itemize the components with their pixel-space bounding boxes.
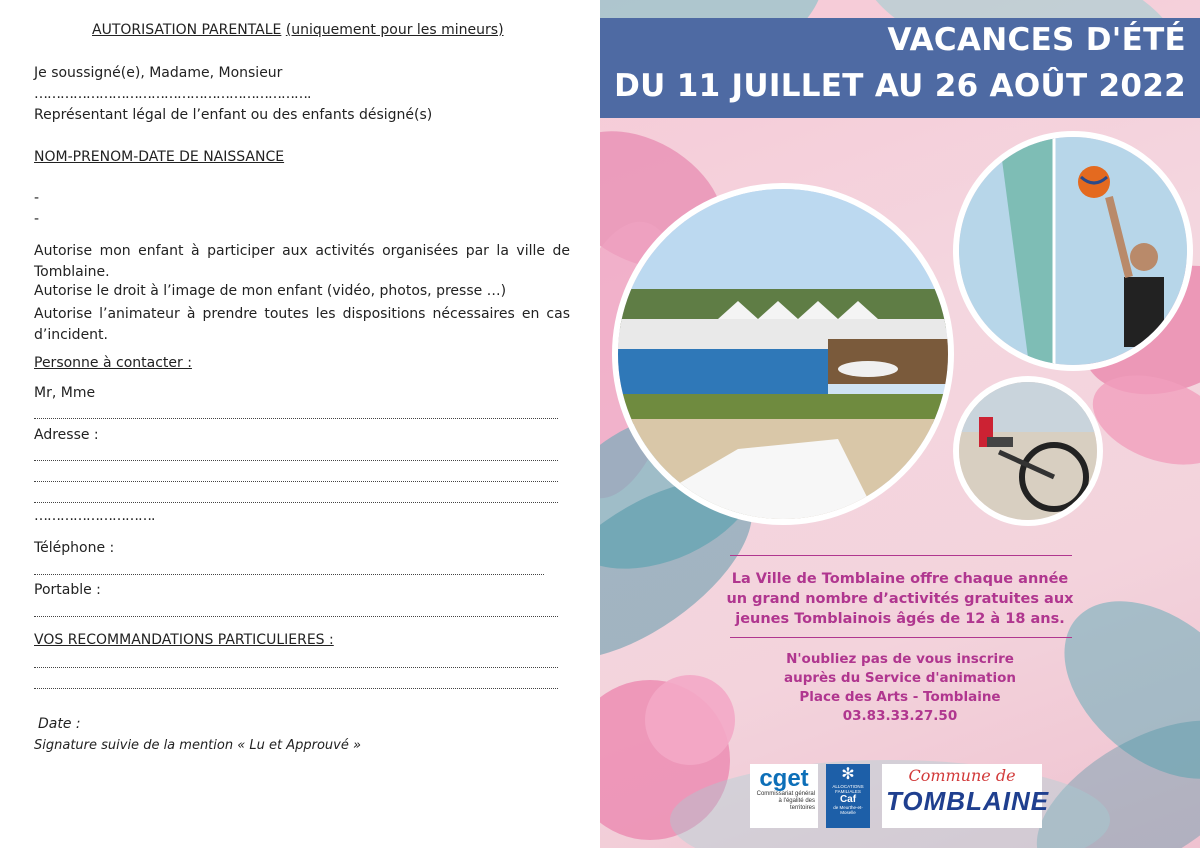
contact-name-line[interactable]	[34, 418, 558, 419]
reminder-phone: 03.83.33.27.50	[842, 708, 958, 724]
undersigned-dots: ……………………………………………………….	[34, 86, 311, 102]
reminder-line-3: Place des Arts - Tomblaine	[799, 689, 1001, 705]
address-line-4: ……………………….	[34, 508, 155, 524]
recommendations-line-1[interactable]	[34, 667, 558, 668]
commune-script: Commune de	[908, 766, 1016, 785]
bike-photo	[953, 376, 1103, 526]
caf-logo	[826, 764, 870, 828]
caf-subtitle: de Meurthe-et-Moselle	[833, 805, 863, 815]
recommendations-heading: VOS RECOMMANDATIONS PARTICULIERES :	[34, 632, 334, 648]
cget-logo	[750, 764, 818, 828]
form-title: AUTORISATION PARENTALE	[92, 22, 282, 38]
legal-representative-label: Représentant légal de l’enfant ou des enfants désigné(s)	[34, 107, 433, 123]
undersigned-label: Je soussigné(e), Madame, Monsieur	[34, 65, 283, 81]
address-label: Adresse :	[34, 427, 99, 443]
offer-line-2: un grand nombre d’activités gratuites aux	[726, 591, 1074, 607]
reminder-line-1: N'oubliez pas de vous inscrire	[786, 651, 1014, 667]
form-title-note: (uniquement pour les mineurs)	[285, 22, 504, 38]
offer-rule-bottom	[730, 637, 1072, 638]
pool-photo	[612, 183, 954, 525]
caf-name: Caf	[839, 794, 857, 805]
form-title-line	[92, 22, 504, 38]
cget-wordmark: cget	[759, 765, 809, 792]
date-label: Date :	[38, 716, 81, 732]
commune-name: TOMBLAINE	[886, 786, 1050, 816]
phone-label: Téléphone :	[34, 540, 115, 556]
flyer-title-line-1: VACANCES D'ÉTÉ	[887, 22, 1186, 58]
authorize-activities: Autorise mon enfant à participer aux activités organisées par la ville de Tomblaine.	[34, 243, 570, 280]
offer-line-3: jeunes Tomblainois âgés de 12 à 18 ans.	[735, 611, 1065, 627]
mobile-label: Portable :	[34, 582, 101, 598]
address-line-2[interactable]	[34, 481, 558, 482]
contact-heading: Personne à contacter :	[34, 355, 192, 371]
volleyball-photo	[953, 131, 1193, 371]
signature-label: Signature suivie de la mention « Lu et Approuvé »	[34, 738, 361, 753]
offer-rule-top	[730, 555, 1072, 556]
reminder-text	[750, 650, 1050, 726]
caf-label: ALLOCATIONS FAMILIALES	[832, 784, 864, 794]
authorize-image: Autorise le droit à l’image de mon enfant (vidéo, photos, presse …)	[34, 283, 507, 299]
recommendations-line-2[interactable]	[34, 688, 558, 689]
child-heading: NOM-PRENOM-DATE DE NAISSANCE	[34, 149, 285, 165]
cget-subtitle: Commissariat général à l'égalité des territoires	[756, 791, 815, 811]
flyer-title-line-2: DU 11 JUILLET AU 26 AOÛT 2022	[614, 68, 1186, 104]
phone-line[interactable]	[34, 574, 544, 575]
child-dash-1: -	[34, 190, 40, 206]
reminder-line-2: auprès du Service d'animation	[783, 670, 1017, 686]
tomblaine-logo	[882, 764, 1050, 828]
child-dash-2: -	[34, 211, 40, 227]
address-line-3[interactable]	[34, 502, 558, 503]
flyer-panel	[600, 0, 1200, 848]
authorize-staff: Autorise l’animateur à prendre toutes les dispositions nécessaires en cas d’incident.	[34, 306, 570, 343]
snowflake-icon: ✻	[841, 766, 855, 783]
contact-name-label: Mr, Mme	[34, 385, 96, 401]
offer-text	[700, 569, 1100, 629]
offer-line-1: La Ville de Tomblaine offre chaque année	[731, 571, 1069, 587]
mobile-line[interactable]	[34, 616, 558, 617]
address-line-1[interactable]	[34, 460, 558, 461]
